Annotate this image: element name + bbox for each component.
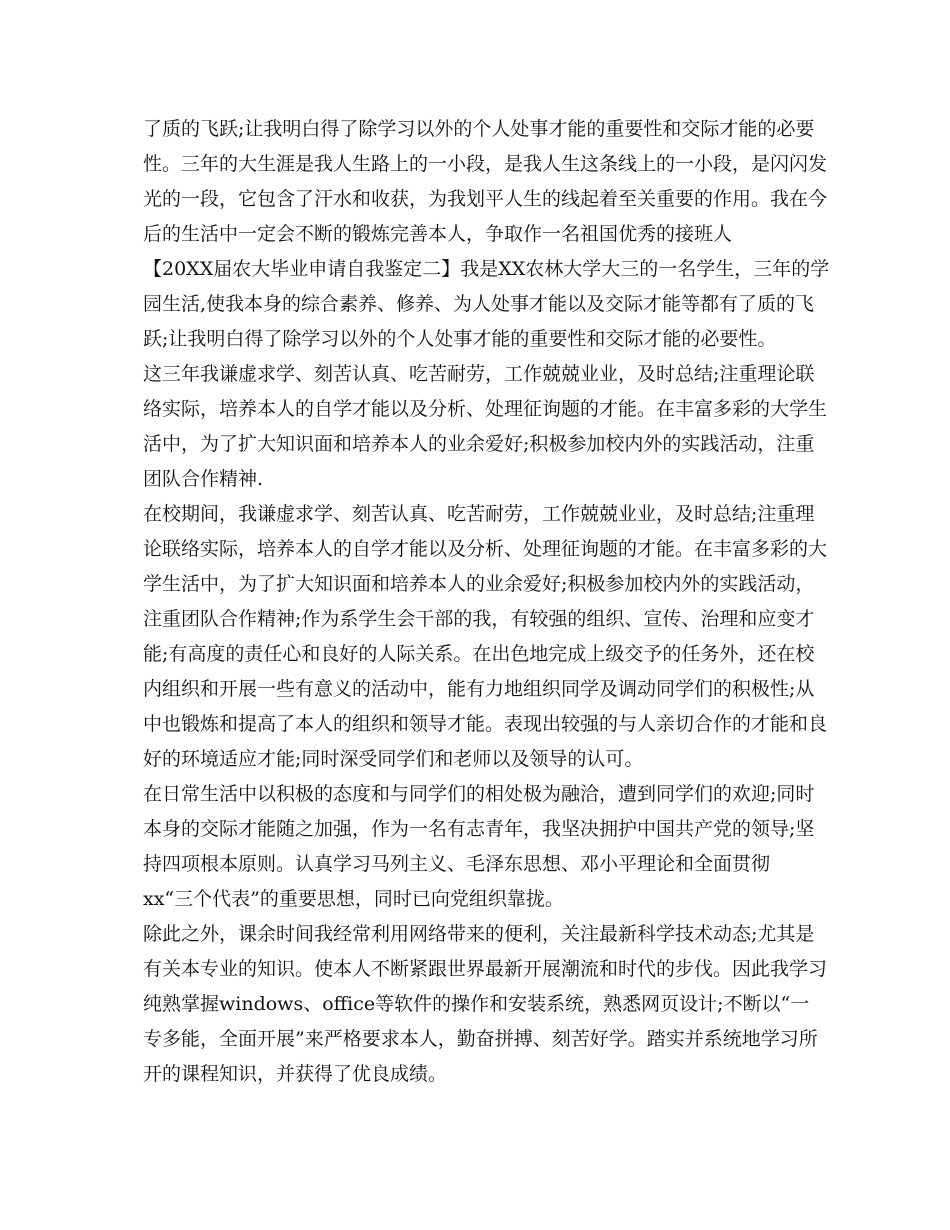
text-line: 好的环境适应才能;同时深受同学们和老师以及领导的认可。 — [143, 748, 644, 770]
text-line: 后的生活中一定会不断的锻炼完善本人，争取作一名祖国优秀的接班人 — [143, 223, 733, 245]
text-line: 持四项根本原则。认真学习马列主义、毛泽东思想、邓小平理论和全面贯彻 — [143, 853, 771, 875]
text-line: 除此之外，课余时间我经常利用网络带来的便利，关注最新科学技术动态;尤其是 — [143, 923, 815, 945]
text-line: 光的一段，它包含了汗水和收获，为我划平人生的线起着至关重要的作用。我在今 — [143, 188, 828, 210]
text-line: 性。三年的大生涯是我人生路上的一小段，是我人生这条线上的一小段，是闪闪发 — [143, 153, 828, 175]
text-line: 跃;让我明白得了除学习以外的个人处事才能的重要性和交际才能的必要性。 — [143, 328, 777, 350]
text-line: 论联络实际，培养本人的自学才能以及分析、处理征询题的才能。在丰富多彩的大 — [143, 538, 828, 560]
text-line: 开的课程知识，并获得了优良成绩。 — [143, 1063, 448, 1085]
text-line: 本身的交际才能随之加强，作为一名有志青年，我坚决拥护中国共产党的领导;坚 — [143, 818, 815, 840]
document-body — [143, 112, 830, 1092]
text-line: 络实际，培养本人的自学才能以及分析、处理征询题的才能。在丰富多彩的大学生 — [143, 398, 828, 420]
text-line: 活中，为了扩大知识面和培养本人的业余爱好;积极参加校内外的实践活动，注重 — [143, 433, 815, 455]
text-line: 在日常生活中以积极的态度和与同学们的相处极为融洽，遭到同学们的欢迎;同时 — [143, 783, 815, 805]
text-line: 学生活中，为了扩大知识面和培养本人的业余爱好;积极参加校内外的实践活动， — [143, 573, 815, 595]
text-line: 专多能，全面开展”来严格要求本人，勤奋拼搏、刻苦好学。踏实并系统地学习所 — [143, 1028, 818, 1050]
text-line: 团队合作精神. — [143, 468, 264, 490]
text-line: 中也锻炼和提高了本人的组织和领导才能。表现出较强的与人亲切合作的才能和良 — [143, 713, 828, 735]
text-line: 内组织和开展一些有意义的活动中，能有力地组织同学及调动同学们的积极性;从 — [143, 678, 815, 700]
section-heading-line: 【20XX届农大毕业申请自我鉴定二】我是XX农林大学大三的一名学生，三年的学 — [143, 258, 830, 280]
text-line: 有关本专业的知识。使本人不断紧跟世界最新开展潮流和时代的步伐。因此我学习 — [143, 958, 828, 980]
text-line: 这三年我谦虚求学、刻苦认真、吃苦耐劳，工作兢兢业业，及时总结;注重理论联 — [143, 363, 815, 385]
text-line: 了质的飞跃;让我明白得了除学习以外的个人处事才能的重要性和交际才能的必要 — [143, 118, 815, 140]
text-line: 在校期间，我谦虚求学、刻苦认真、吃苦耐劳，工作兢兢业业，及时总结;注重理 — [143, 503, 815, 525]
text-line: 能;有高度的责任心和良好的人际关系。在出色地完成上级交予的任务外，还在校 — [143, 643, 815, 665]
text-line: 纯熟掌握windows、office等软件的操作和安装系统，熟悉网页设计;不断以“一 — [143, 993, 810, 1015]
text-line: 注重团队合作精神;作为系学生会干部的我，有较强的组织、宣传、治理和应变才 — [143, 608, 815, 630]
text-line: xx“三个代表”的重要思想，同时已向党组织靠拢。 — [143, 888, 564, 910]
text-line: 园生活,使我本身的综合素养、修养、为人处事才能以及交际才能等都有了质的飞 — [143, 293, 815, 315]
